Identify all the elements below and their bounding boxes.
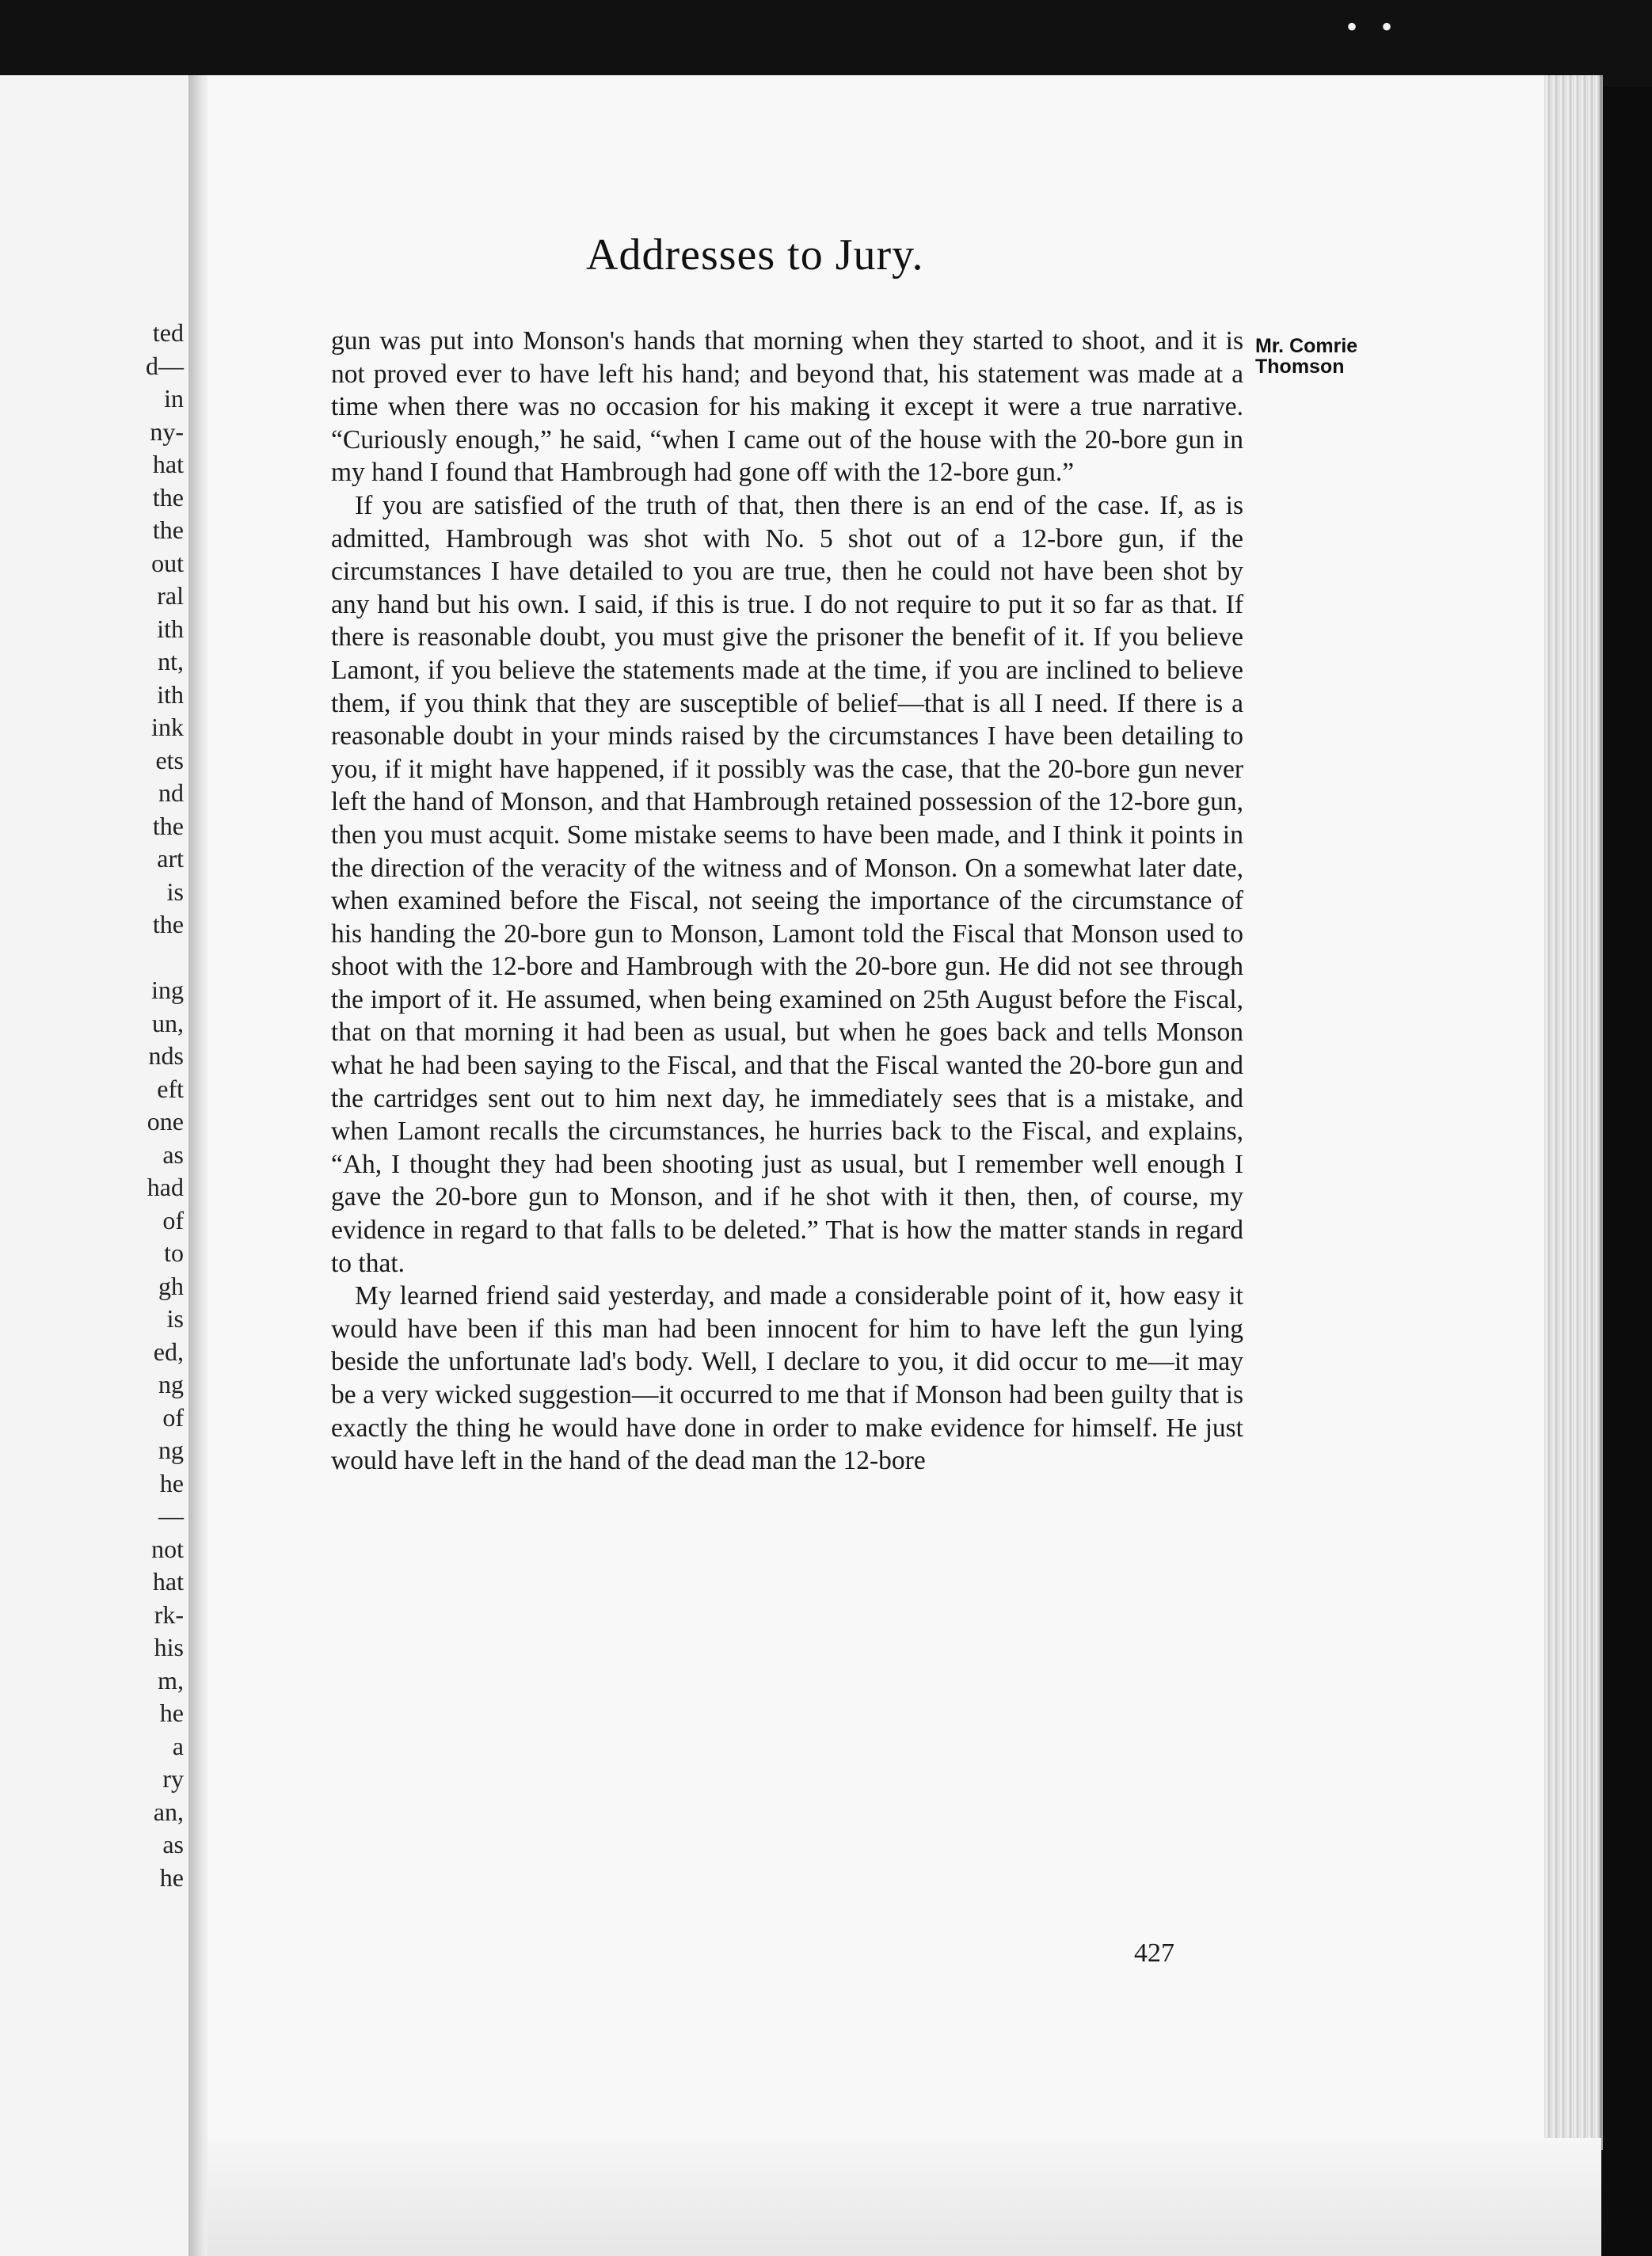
left-page-fragment: gh	[158, 1271, 184, 1300]
left-page-fragment: rk-	[154, 1600, 184, 1629]
left-page-fragment: hat	[152, 1567, 184, 1596]
page-number: 427	[1134, 1938, 1174, 1968]
left-page-fragment: ith	[157, 679, 184, 709]
left-facing-page	[0, 75, 190, 2256]
side-note	[1255, 336, 1357, 377]
left-page-fragment: ets	[155, 745, 184, 774]
left-page-fragment: ted	[152, 318, 184, 347]
left-page-fragment: the	[152, 910, 184, 938]
left-page-fragment: eft	[157, 1074, 184, 1103]
left-page-fragment: one	[147, 1107, 184, 1136]
page-bottom-shadow	[207, 2138, 1601, 2256]
left-page-fragment	[146, 942, 184, 975]
running-head: Addresses to Jury.	[586, 230, 924, 280]
left-page-text-fragments	[146, 317, 184, 1894]
left-page-fragment: the	[152, 482, 184, 512]
left-page-fragment: —	[158, 1501, 184, 1530]
left-page-fragment: in	[164, 384, 184, 413]
left-page-fragment: he	[159, 1699, 184, 1727]
left-page-fragment: ed,	[153, 1337, 184, 1366]
left-page-fragment: m,	[158, 1665, 184, 1695]
side-note-line-2: Thomson	[1255, 356, 1345, 378]
left-page-fragment: the	[152, 811, 184, 840]
left-page-fragment: ink	[151, 713, 184, 741]
left-page-fragment: to	[164, 1238, 184, 1267]
left-page-fragment: ny-	[150, 417, 184, 446]
paragraph: gun was put into Monson's hands that morning when they started to shoot, and it is not proved ever to have left his hand; and beyond that, his statement was made at a time when there was no occasion for his making it except it were a true narrative. “Curiously enough,” he said, “when I came out of the house with the 20-bore gun in my hand I found that Hambrough had gone off with the 12-bore gun.”	[331, 326, 1243, 488]
left-page-fragment: nds	[148, 1041, 184, 1070]
left-page-fragment: he	[159, 1862, 184, 1892]
left-page-fragment: ry	[162, 1764, 184, 1793]
left-page-fragment: is	[166, 877, 184, 906]
left-page-fragment: as	[162, 1139, 184, 1169]
page-edges	[1544, 75, 1603, 2150]
left-page-fragment: art	[157, 844, 184, 873]
left-page-fragment: of	[162, 1402, 184, 1432]
left-page-fragment: an,	[153, 1797, 184, 1826]
left-page-fragment: his	[154, 1633, 184, 1661]
left-page-fragment: out	[151, 548, 184, 577]
left-page-fragment: of	[162, 1205, 184, 1235]
left-page-fragment: ng	[158, 1436, 184, 1464]
left-page-fragment: ral	[157, 581, 184, 610]
paragraph: If you are satisfied of the truth of that, then there is an end of the case. If, as is admitted, Hambrough was shot with No. 5 shot out of a 12-bore gun, if the circumstances I have detailed to you are true, then he could not have been shot by any hand but his own. I said, if this is true. I do not require to put it so far as that. If there is reasonable doubt, you must give the prisoner the benefit of it. If you believe Lamont, if you believe the statements made at the time, if you are inclined to believe them, if you think that they are susceptible of belief—that is all I need. If there is a reasonable doubt in your minds raised by the circumstances I have been detailing to you, if it might have happened, if it possibly was the case, that the 20-bore gun never left the hand of Monson, and that Hambrough retained possession of the 12-bore gun, then you must acquit. Some mistake seems to have been made, and I think it points in the direction of the veracity of the witness and of Monson. On a somewhat later date, when examined before the Fiscal, not seeing the importance of the circumstance of his handing the 20-bore gun to Monson, Lamont told the Fiscal that Monson used to shoot with the 12-bore and Hambrough with the 20-bore gun. He did not see through the import of it. He assumed, when being examined on 25th August before the Fiscal, that on that morning it had been as usual, but when he goes back and tells Monson what he had been saying to the Fiscal, and that the Fiscal wanted the 20-bore gun and the cartridges sent out to him next day, he immediately sees that is a mistake, and when Lamont recalls the circumstances, he hurries back to the Fiscal, and explains, “Ah, I thought they had been shooting just as usual, but I remember well enough I gave the 20-bore gun to Monson, and if he shot with it then, then, of course, my evidence in regard to that falls to be deleted.” That is how the matter stands in regard to that.	[331, 490, 1243, 1278]
left-page-fragment: is	[166, 1304, 184, 1333]
left-page-fragment: ith	[157, 614, 184, 643]
left-page-fragment: not	[151, 1534, 184, 1563]
left-page-fragment: the	[152, 515, 184, 544]
side-note-line-1: Mr. Comrie	[1255, 335, 1358, 357]
left-page-fragment: a	[172, 1731, 184, 1760]
left-page-fragment: hat	[152, 450, 184, 478]
left-page-fragment: had	[147, 1173, 184, 1201]
left-page-fragment: d—	[146, 351, 184, 380]
left-page-fragment: ing	[151, 976, 184, 1004]
left-page-fragment: he	[159, 1468, 184, 1497]
left-page-fragment: nt,	[158, 647, 184, 675]
scanner-marks: ••	[1346, 9, 1417, 44]
left-page-fragment: ng	[158, 1370, 184, 1398]
left-page-fragment: nd	[158, 778, 184, 807]
body-text	[331, 325, 1243, 1478]
left-page-fragment: as	[162, 1830, 184, 1858]
paragraph: My learned friend said yesterday, and made a considerable point of it, how easy it would have been if this man had been innocent for him to have left the gun lying beside the unfortunate lad's body. Well, I declare to you, it did occur to me—it may be a very wicked suggestion—it occurred to me that if Monson had been guilty that is exactly the thing he would have done in order to make evidence for himself. He just would have left in the hand of the dead man the 12-bore	[331, 1281, 1243, 1476]
left-page-fragment: un,	[152, 1008, 184, 1037]
